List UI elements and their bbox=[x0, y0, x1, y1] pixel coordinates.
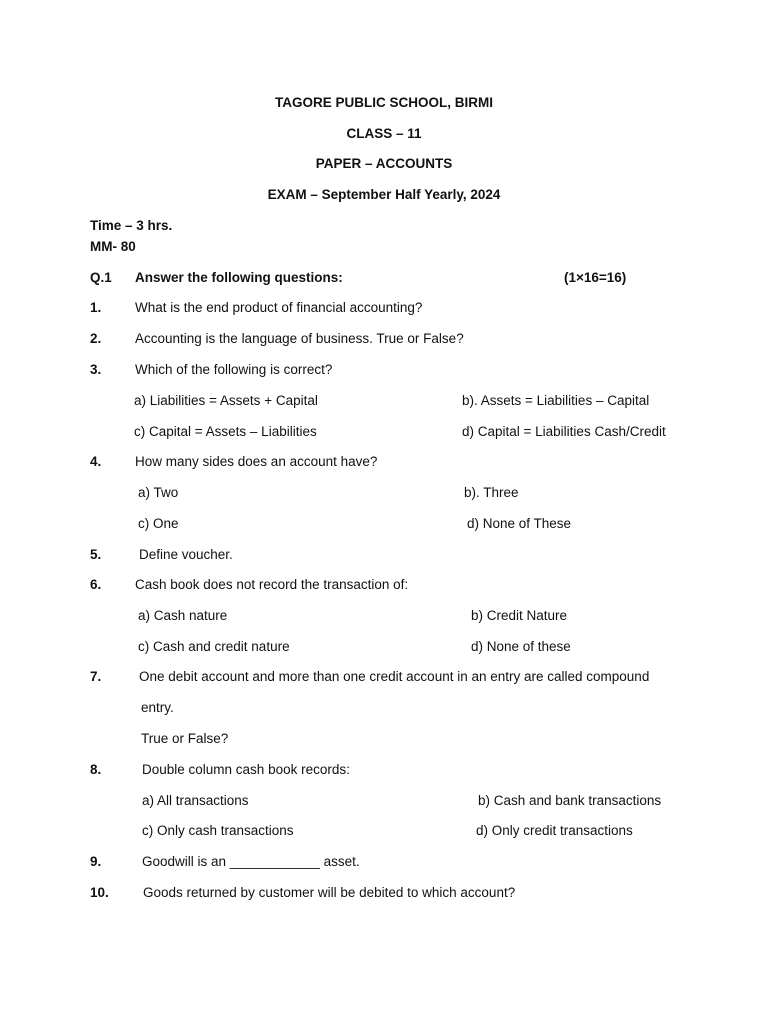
question-text: Define voucher. bbox=[139, 547, 233, 562]
question-true-false: True or False? bbox=[141, 731, 229, 746]
question-number: 9. bbox=[90, 854, 102, 869]
question-text: Which of the following is correct? bbox=[135, 362, 333, 377]
option-c: c) One bbox=[138, 516, 179, 531]
option-b: b) Cash and bank transactions bbox=[478, 793, 662, 808]
option-d: d) Capital = Liabilities Cash/Credit bbox=[462, 424, 666, 439]
section-number: Q.1 bbox=[90, 270, 112, 285]
option-d: d) None of these bbox=[471, 639, 571, 654]
option-b: b). Three bbox=[464, 485, 519, 500]
question-text: Accounting is the language of business. True or False? bbox=[135, 331, 464, 346]
question-number: 10. bbox=[90, 885, 109, 900]
question-number: 4. bbox=[90, 454, 102, 469]
question-text: Double column cash book records: bbox=[142, 762, 350, 777]
option-b: b) Credit Nature bbox=[471, 608, 568, 623]
option-a: a) Two bbox=[138, 485, 179, 500]
option-b: b). Assets = Liabilities – Capital bbox=[462, 393, 650, 408]
question-number: 7. bbox=[90, 669, 102, 684]
question-text: How many sides does an account have? bbox=[135, 454, 378, 469]
question-number: 8. bbox=[90, 762, 102, 777]
question-number: 6. bbox=[90, 577, 102, 592]
question-text: Goods returned by customer will be debited to which account? bbox=[143, 885, 516, 900]
option-d: d) None of These bbox=[467, 516, 572, 531]
option-c: c) Capital = Assets – Liabilities bbox=[134, 424, 317, 439]
section-instruction: Answer the following questions: bbox=[135, 270, 343, 285]
option-c: c) Cash and credit nature bbox=[138, 639, 290, 654]
paper-line: PAPER – ACCOUNTS bbox=[315, 156, 453, 171]
section-marks: (1×16=16) bbox=[564, 270, 627, 285]
option-a: a) Liabilities = Assets + Capital bbox=[134, 393, 318, 408]
question-number: 5. bbox=[90, 547, 102, 562]
question-number: 1. bbox=[90, 300, 102, 315]
exam-line: EXAM – September Half Yearly, 2024 bbox=[267, 187, 501, 202]
question-text: Goodwill is an ____________ asset. bbox=[142, 854, 360, 869]
option-a: a) Cash nature bbox=[138, 608, 228, 623]
school-name: TAGORE PUBLIC SCHOOL, BIRMI bbox=[275, 95, 493, 110]
option-a: a) All transactions bbox=[142, 793, 249, 808]
option-d: d) Only credit transactions bbox=[476, 823, 633, 838]
time-line: Time – 3 hrs. bbox=[90, 218, 173, 233]
max-marks-line: MM- 80 bbox=[90, 239, 136, 254]
question-number: 3. bbox=[90, 362, 102, 377]
question-text: What is the end product of financial accounting? bbox=[135, 300, 423, 315]
question-number: 2. bbox=[90, 331, 102, 346]
option-c: c) Only cash transactions bbox=[142, 823, 294, 838]
question-text: One debit account and more than one credit account in an entry are called compound bbox=[139, 669, 650, 684]
class-line: CLASS – 11 bbox=[346, 126, 422, 141]
question-text: Cash book does not record the transaction of: bbox=[135, 577, 409, 592]
question-text-continuation: entry. bbox=[141, 700, 174, 715]
